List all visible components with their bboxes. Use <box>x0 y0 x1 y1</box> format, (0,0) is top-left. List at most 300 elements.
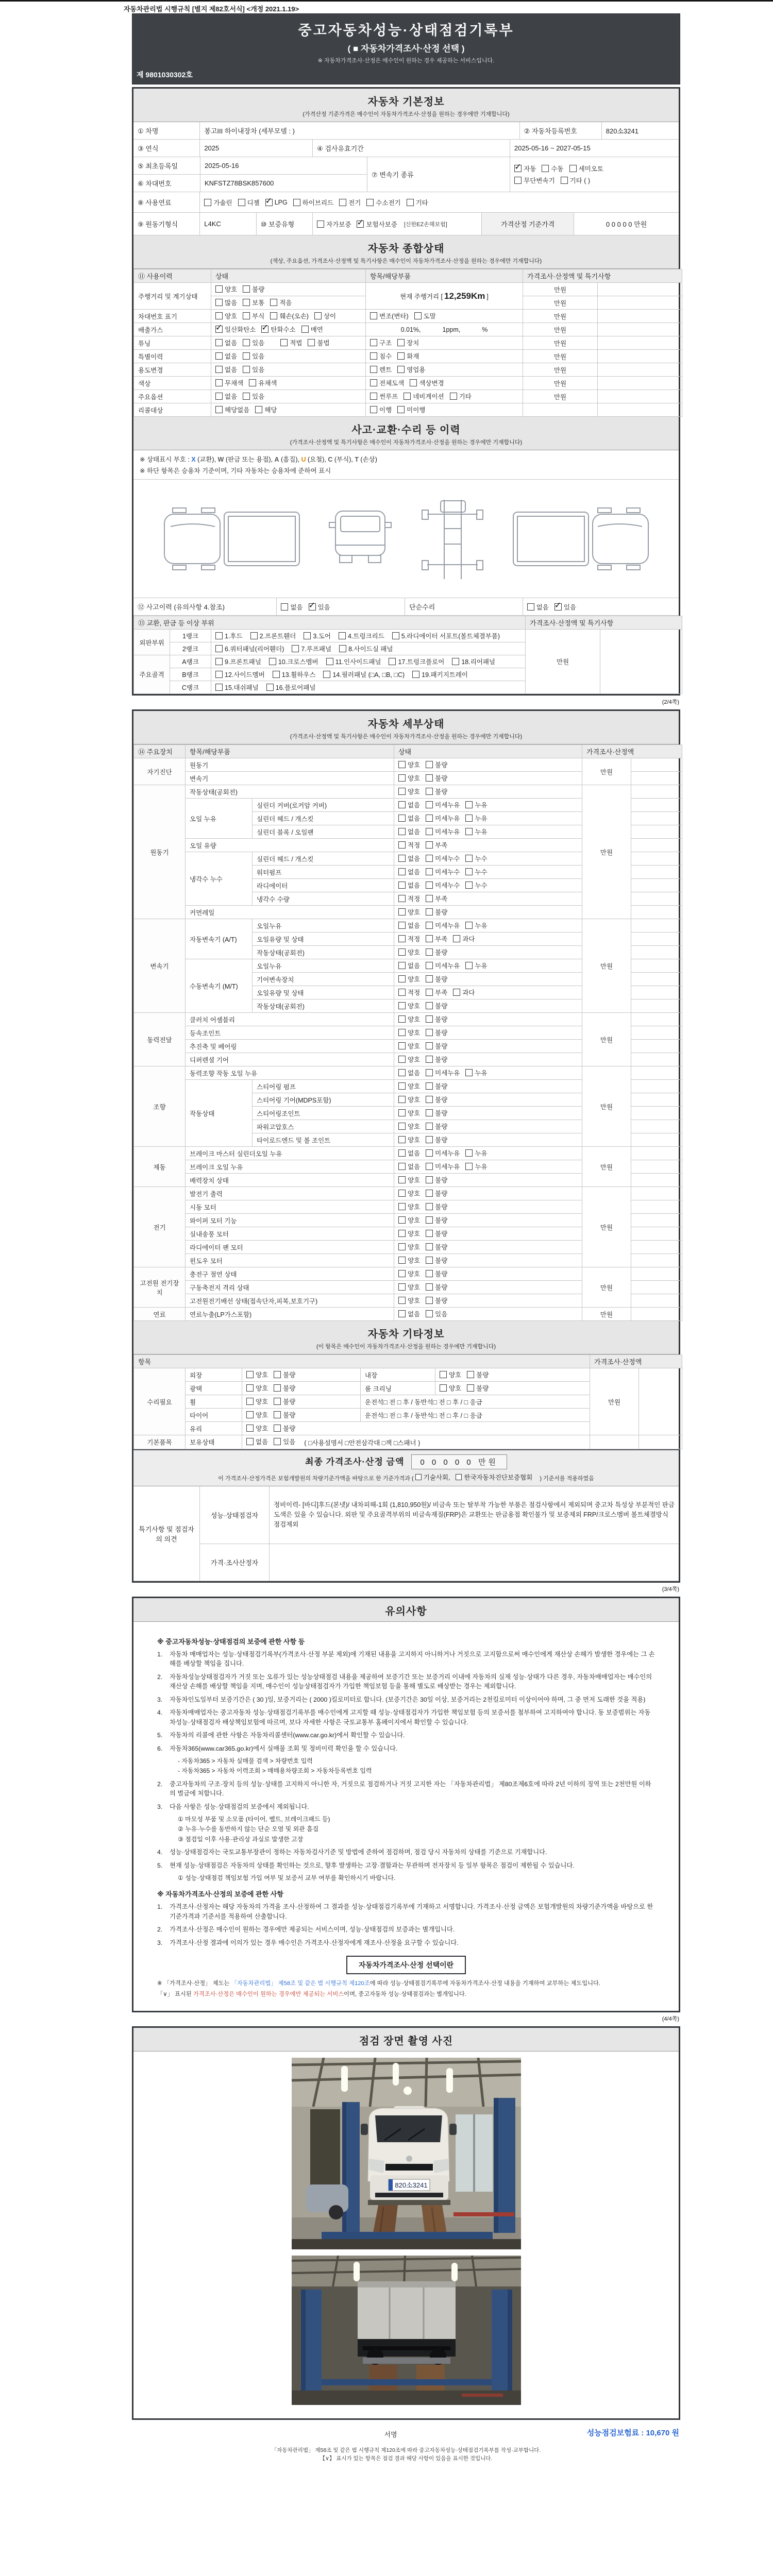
unchecked-checkbox-icon <box>398 935 406 942</box>
checkbox-option[interactable] <box>426 880 460 890</box>
checkbox-option[interactable] <box>514 164 536 173</box>
checkbox-option[interactable] <box>426 827 460 836</box>
checkbox-option[interactable] <box>426 1068 460 1077</box>
checkbox-option[interactable] <box>398 974 420 984</box>
checkbox-option[interactable] <box>426 1296 447 1305</box>
checkbox-label: 불법 <box>317 340 330 347</box>
unchecked-checkbox-icon <box>426 761 433 768</box>
final-price-label: 최종 가격조사·산정 금액 <box>305 1457 405 1467</box>
overall-state-table <box>133 269 679 417</box>
checkbox-option[interactable] <box>398 827 420 836</box>
checkbox-option[interactable] <box>238 198 260 207</box>
checkbox-option[interactable] <box>398 1014 420 1024</box>
checkbox-label: 있음 <box>317 603 330 611</box>
checkbox-option[interactable] <box>415 1472 450 1482</box>
inspection-fee <box>587 2427 679 2438</box>
checkbox-option[interactable] <box>370 405 392 414</box>
checkbox-option[interactable] <box>398 840 420 850</box>
checkbox-option[interactable] <box>426 773 447 783</box>
checkbox-label: 기타 <box>415 199 428 207</box>
checkbox-option[interactable] <box>397 338 419 347</box>
checkbox-option[interactable] <box>426 1108 447 1117</box>
group-label: 주요골격 <box>134 655 170 694</box>
checkbox-option[interactable] <box>440 1383 461 1393</box>
item-label: 실린더 커버(로커암 커버) <box>253 799 394 812</box>
checkbox-option[interactable] <box>426 921 460 930</box>
checkbox-option[interactable] <box>265 199 288 206</box>
checkbox-label: 자가보증 <box>326 221 351 228</box>
checkbox-label: 미세누유 <box>435 815 460 822</box>
unchecked-checkbox-icon <box>426 962 433 969</box>
checkbox-option[interactable] <box>426 840 447 850</box>
checkbox-option[interactable] <box>410 378 444 387</box>
checkbox-option[interactable] <box>426 1001 447 1010</box>
checkbox-option[interactable] <box>398 934 420 943</box>
notice-subitem: ② 누유·누수를 동반하지 않는 단순 오염 및 외관 흠집 <box>178 1825 319 1833</box>
checkbox-option[interactable] <box>407 198 428 207</box>
notice-item: 2. 중고자동차의 구조·장치 등의 성능·상태를 고지하지 아니한 자, 거짓으로 점검하거나 거짓 고지한 자는 「자동차관리법」 제80조제6호에 따라 2년 이하의 징역 또는 2천만원 이하의 벌금에 처합니다. <box>157 1780 651 1798</box>
unchecked-checkbox-icon <box>426 1029 433 1036</box>
checkbox-option[interactable] <box>426 800 460 809</box>
checkbox-option[interactable] <box>465 921 487 930</box>
checkbox-option[interactable] <box>426 1256 447 1265</box>
checkbox-option[interactable] <box>246 1383 268 1393</box>
checkbox-option[interactable] <box>215 365 237 374</box>
unchecked-checkbox-icon <box>465 815 473 822</box>
checkbox-option[interactable] <box>426 1202 447 1211</box>
checkbox-option[interactable] <box>309 602 330 612</box>
unchecked-checkbox-icon <box>215 339 223 346</box>
rank-label: 2랭크 <box>170 642 211 655</box>
checkbox-option[interactable] <box>270 311 309 320</box>
checkbox-label: 화재 <box>407 353 419 360</box>
checkbox-option[interactable] <box>453 934 475 943</box>
checkbox-option[interactable] <box>301 325 323 334</box>
page1-box <box>132 87 680 696</box>
checkbox-option[interactable] <box>243 338 264 347</box>
checkbox-option[interactable] <box>339 631 384 640</box>
item-label: 워터펌프 <box>253 866 394 879</box>
unchecked-checkbox-icon <box>243 393 250 400</box>
cell: ⑨ 원동기형식 <box>133 213 200 235</box>
checkbox-option[interactable] <box>404 392 444 401</box>
checkbox-option[interactable] <box>465 800 487 809</box>
checkbox-option[interactable] <box>561 176 590 185</box>
checkbox-option[interactable] <box>274 1383 295 1393</box>
checkbox-label: 있음 <box>563 603 577 611</box>
unchecked-checkbox-icon <box>398 1230 406 1237</box>
checkbox-option[interactable] <box>398 773 420 783</box>
checkbox-option[interactable] <box>246 1370 268 1379</box>
checkbox-label: 전체도색 <box>379 380 405 387</box>
checkbox-option[interactable] <box>326 657 381 666</box>
notice-item: 3. 다음 사항은 성능·상태점검의 보증에서 제외됩니다. <box>157 1803 309 1810</box>
checkbox-option[interactable] <box>398 1202 420 1211</box>
checkbox-option[interactable] <box>426 787 447 796</box>
checkbox-option[interactable] <box>426 974 447 984</box>
checkbox-option[interactable] <box>304 631 331 640</box>
cell <box>523 598 679 616</box>
checkbox-option[interactable] <box>398 1229 420 1238</box>
unchecked-checkbox-icon <box>270 299 277 306</box>
checkbox-label: 불량 <box>435 976 448 983</box>
price-survey-box-label: 자동차가격조사·산정 선택이란 <box>346 1956 466 1974</box>
checkbox-label: 없음 <box>256 1438 268 1446</box>
checkbox-option[interactable] <box>292 644 331 653</box>
checkbox-option[interactable] <box>426 867 460 876</box>
checkbox-option[interactable] <box>426 1175 447 1184</box>
checkbox-option[interactable] <box>426 988 447 997</box>
checkbox-option[interactable] <box>215 351 237 361</box>
checkbox-option[interactable] <box>398 1282 420 1292</box>
unchecked-checkbox-icon <box>398 774 406 782</box>
checkbox-option[interactable] <box>465 1068 487 1077</box>
checkbox-option[interactable] <box>389 657 444 666</box>
item-label: 휠 <box>186 1395 242 1409</box>
checkbox-label: 불량 <box>435 909 448 916</box>
unchecked-checkbox-icon <box>398 1096 406 1103</box>
checkbox-option[interactable] <box>281 602 303 612</box>
checkbox-option[interactable] <box>398 1175 420 1184</box>
checkbox-option[interactable] <box>397 351 419 361</box>
checkbox-option[interactable] <box>293 198 333 207</box>
checkbox-option[interactable] <box>452 657 495 666</box>
cell: 2025 <box>200 140 313 157</box>
checkbox-option[interactable] <box>426 1014 447 1024</box>
unchecked-checkbox-icon <box>250 632 258 639</box>
checkbox-option[interactable] <box>249 378 277 387</box>
checkbox-option[interactable] <box>465 880 487 890</box>
unchecked-checkbox-icon <box>398 855 406 862</box>
checkbox-option[interactable] <box>274 1397 295 1406</box>
checkbox-option[interactable] <box>426 907 447 917</box>
item-label: 기어변속장치 <box>253 973 394 986</box>
checkbox-option[interactable] <box>397 365 425 374</box>
checkbox-option[interactable] <box>366 198 400 207</box>
checkbox-option[interactable] <box>426 854 460 863</box>
unchecked-checkbox-icon <box>398 1136 406 1143</box>
checkbox-option[interactable] <box>215 631 243 640</box>
unchecked-checkbox-icon <box>243 312 250 319</box>
unchecked-checkbox-icon <box>266 684 274 691</box>
checkbox-option[interactable] <box>465 814 487 823</box>
checkbox-option[interactable] <box>215 670 265 679</box>
checkbox-option[interactable] <box>398 921 420 930</box>
notice-item: 4. 자동차매매업자는 중고자동차 성능·상태점검기록부를 매수인에게 고지할 때 성능·상태점검자가 가입한 책임보험 등의 보증서를 첨부하여 고지하여야 합니다. 동 보증범위는 자동차성능·상태점검자 배상책임보험에 따르며, 보다 자세한 사항은 국토교통부 홈페이지에서 확인할 수 있습니다. <box>157 1709 651 1726</box>
checkbox-option[interactable] <box>398 1055 420 1064</box>
notice-body <box>133 1622 679 2011</box>
checkbox-option[interactable] <box>392 631 500 640</box>
checkbox-option[interactable] <box>426 1269 447 1278</box>
unchecked-checkbox-icon <box>426 841 433 849</box>
checkbox-option[interactable] <box>398 854 420 863</box>
cell: 특기사항 및 점검자의 의견 <box>133 1486 200 1581</box>
checkbox-option[interactable] <box>398 907 420 917</box>
checkbox-option[interactable] <box>273 670 316 679</box>
checkbox-label: 일산화탄소 <box>225 326 256 333</box>
checkbox-option[interactable] <box>243 298 264 307</box>
checkbox-option[interactable] <box>215 311 237 320</box>
checkbox-option[interactable] <box>215 338 237 347</box>
unchecked-checkbox-icon <box>215 366 223 373</box>
checkbox-option[interactable] <box>465 827 487 836</box>
checkbox-option[interactable] <box>243 284 264 294</box>
checkbox-option[interactable] <box>465 1162 487 1171</box>
checkbox-label: 네비게이션 <box>413 393 444 400</box>
notice-item: 1. 자동차 매매업자는 성능·상태점검기록부(가격조사·산정 부분 제외)에 기재된 내용을 고지하지 아니하거나 거짓으로 고지함으로써 매수인에게 재산상 손해가 발생한 경우에는 그 손해를 배상할 책임을 집니다. <box>157 1651 655 1668</box>
checkbox-option[interactable] <box>398 1309 420 1318</box>
checkbox-option[interactable] <box>246 1423 268 1433</box>
checkbox-option[interactable] <box>274 1437 295 1446</box>
checkbox-option[interactable] <box>398 1122 420 1131</box>
checkbox-option[interactable] <box>398 867 420 876</box>
checkbox-option[interactable] <box>414 311 436 320</box>
checkbox-option[interactable] <box>398 1269 420 1278</box>
unchecked-checkbox-icon <box>274 1371 281 1378</box>
checkbox-option[interactable] <box>426 1148 460 1158</box>
checkbox-option[interactable] <box>426 1215 447 1225</box>
checkbox-option[interactable] <box>398 1041 420 1050</box>
checkbox-option[interactable] <box>255 405 277 414</box>
checkbox-label: 없음 <box>225 353 238 360</box>
checkbox-option[interactable] <box>398 1068 420 1077</box>
checkbox-option[interactable] <box>426 894 447 903</box>
checkbox-option[interactable] <box>308 338 329 347</box>
checkbox-option[interactable] <box>339 644 393 653</box>
checkbox-option[interactable] <box>280 338 302 347</box>
item-label: 실린더 헤드 / 개스킷 <box>253 852 394 866</box>
checkbox-option[interactable] <box>398 1296 420 1305</box>
checkbox-option[interactable] <box>426 961 460 970</box>
checkbox-option[interactable] <box>398 1108 420 1117</box>
checkbox-option[interactable] <box>456 1472 532 1482</box>
checkbox-option[interactable] <box>314 311 336 320</box>
checkbox-option[interactable] <box>440 1370 461 1379</box>
item-label: 작동상태(공회전) <box>253 999 394 1013</box>
checkbox-option[interactable] <box>426 1095 447 1104</box>
checkbox-option[interactable] <box>426 1135 447 1144</box>
unchecked-checkbox-icon <box>339 199 346 206</box>
checkbox-option[interactable] <box>450 392 472 401</box>
checkbox-option[interactable] <box>426 1041 447 1050</box>
checkbox-option[interactable] <box>398 787 420 796</box>
checkbox-option[interactable] <box>370 378 404 387</box>
unchecked-checkbox-icon <box>339 632 346 639</box>
unchecked-checkbox-icon <box>398 1109 406 1116</box>
unchecked-checkbox-icon <box>398 761 406 768</box>
checkbox-option[interactable] <box>426 1189 447 1198</box>
unchecked-checkbox-icon <box>527 603 534 611</box>
unchecked-checkbox-icon <box>398 948 406 956</box>
checkbox-option[interactable] <box>542 164 563 173</box>
checkbox-label: 유채색 <box>258 380 277 387</box>
checkbox-option[interactable] <box>426 1282 447 1292</box>
checkbox-option[interactable] <box>426 947 447 957</box>
checkbox-option[interactable] <box>398 1028 420 1037</box>
unchecked-checkbox-icon <box>426 855 433 862</box>
checkbox-label: 2.프론트휀더 <box>259 633 296 640</box>
checkbox-option[interactable] <box>398 988 420 997</box>
checkbox-option[interactable] <box>426 760 447 769</box>
row-label: 용도변경 <box>134 363 211 377</box>
checkbox-option[interactable] <box>426 1229 447 1238</box>
checkbox-option[interactable] <box>412 670 468 679</box>
checkbox-label: 10.크로스멤버 <box>278 658 318 666</box>
checkbox-option[interactable] <box>215 405 249 414</box>
checkbox-option[interactable] <box>426 1055 447 1064</box>
unchecked-checkbox-icon <box>370 352 377 360</box>
group-label: 수리필요 <box>134 1368 186 1435</box>
checkbox-option[interactable] <box>465 854 487 863</box>
checkbox-label: 불량 <box>435 1284 448 1291</box>
checkbox-label: 6.쿼터패널(리어휀더) <box>225 646 284 653</box>
checkbox-option[interactable] <box>370 351 392 361</box>
checkbox-option[interactable] <box>426 1309 447 1318</box>
checkbox-option[interactable] <box>215 683 259 692</box>
checkbox-option[interactable] <box>398 1001 420 1010</box>
item-label: 추진축 및 베어링 <box>186 1040 394 1053</box>
checkbox-option[interactable] <box>243 311 264 320</box>
unchecked-checkbox-icon <box>398 1082 406 1090</box>
checkbox-option[interactable] <box>465 961 487 970</box>
checkbox-option[interactable] <box>215 378 243 387</box>
checkbox-option[interactable] <box>317 219 351 229</box>
checkbox-option[interactable] <box>250 631 296 640</box>
legend-line: ※ 상태표시 부호 : X (교환), W (판금 또는 용접), A (흠집), U (요철), C (부식), T (손상) <box>140 456 377 463</box>
checkbox-option[interactable] <box>467 1370 489 1379</box>
checkbox-option[interactable] <box>370 311 409 320</box>
checkbox-label: 누수 <box>475 882 488 889</box>
unchecked-checkbox-icon <box>243 339 250 346</box>
checkbox-option[interactable] <box>398 961 420 970</box>
checkbox-option[interactable] <box>243 351 264 361</box>
checkbox-option[interactable] <box>398 880 420 890</box>
checkbox-label: 부족 <box>435 842 448 849</box>
checkbox-option[interactable] <box>274 1423 295 1433</box>
item-label: 오일유량 및 상태 <box>253 986 394 999</box>
unchecked-checkbox-icon <box>323 671 330 678</box>
checkbox-option[interactable] <box>215 325 256 334</box>
checkbox-option[interactable] <box>339 198 361 207</box>
checkbox-option[interactable] <box>357 219 397 229</box>
checkbox-option[interactable] <box>527 602 549 612</box>
checkbox-option[interactable] <box>514 176 554 185</box>
basic-section-header <box>133 89 679 122</box>
checkbox-option[interactable] <box>554 602 576 612</box>
checkbox-option[interactable] <box>398 800 420 809</box>
checkbox-option[interactable] <box>266 683 316 692</box>
checkbox-option[interactable] <box>243 365 264 374</box>
checkbox-option[interactable] <box>246 1437 268 1446</box>
checkbox-label: 양호 <box>449 1385 462 1392</box>
unchecked-checkbox-icon <box>426 1310 433 1317</box>
checkbox-option[interactable] <box>370 392 398 401</box>
checked-checkbox-icon <box>215 326 223 333</box>
checkbox-option[interactable] <box>426 1162 460 1171</box>
unchecked-checkbox-icon <box>215 352 223 360</box>
checkbox-label: 불량 <box>435 1003 448 1010</box>
checkbox-option[interactable] <box>398 894 420 903</box>
checkbox-option[interactable] <box>398 760 420 769</box>
checkbox-option[interactable] <box>426 1122 447 1131</box>
checkbox-option[interactable] <box>215 657 261 666</box>
checkbox-option[interactable] <box>246 1397 268 1406</box>
checkbox-option[interactable] <box>398 1215 420 1225</box>
checkbox-option[interactable] <box>398 1095 420 1104</box>
checkbox-option[interactable] <box>426 1081 447 1091</box>
checkbox-option[interactable] <box>398 814 420 823</box>
checkbox-label: 양호 <box>408 1110 421 1117</box>
checkbox-label: 불량 <box>435 775 448 782</box>
checkbox-option[interactable] <box>465 1148 487 1158</box>
checkbox-option[interactable] <box>398 1242 420 1251</box>
unchecked-checkbox-icon <box>270 312 277 319</box>
checkbox-option[interactable] <box>465 867 487 876</box>
rank-label: A랭크 <box>170 655 211 668</box>
final-price-row <box>133 1449 679 1486</box>
checkbox-option[interactable] <box>269 657 318 666</box>
checkbox-option[interactable] <box>274 1370 295 1379</box>
unchecked-checkbox-icon <box>398 868 406 875</box>
checkbox-label: 하이브리드 <box>302 199 334 207</box>
checkbox-option[interactable] <box>426 814 460 823</box>
checkbox-option[interactable] <box>397 405 425 414</box>
checkbox-option[interactable] <box>270 298 292 307</box>
checkbox-option[interactable] <box>370 365 392 374</box>
unchecked-checkbox-icon <box>465 801 473 808</box>
checkbox-option[interactable] <box>398 1148 420 1158</box>
checkbox-option[interactable] <box>243 392 264 401</box>
unchecked-checkbox-icon <box>450 393 457 400</box>
photo-front-view <box>292 2058 521 2249</box>
cell: ⑥ 차대번호 <box>133 175 200 192</box>
checkbox-option[interactable] <box>467 1383 489 1393</box>
checkbox-option[interactable] <box>204 198 232 207</box>
checkbox-option[interactable] <box>426 934 447 943</box>
checkbox-option[interactable] <box>453 988 475 997</box>
checkbox-option[interactable] <box>398 1189 420 1198</box>
checkbox-label: 렌트 <box>379 366 392 374</box>
checkbox-option[interactable] <box>215 644 284 653</box>
item-label: 스티어링조인트 <box>253 1107 394 1120</box>
unchecked-checkbox-icon <box>370 393 377 400</box>
checkbox-option[interactable] <box>398 1081 420 1091</box>
notice-heading: ※ 자동차가격조사·산정의 보증에 관한 사항 <box>157 1890 283 1899</box>
checkbox-option[interactable] <box>398 1135 420 1144</box>
checkbox-option[interactable] <box>261 325 295 334</box>
checkbox-option[interactable] <box>246 1410 268 1419</box>
legend-line2: ※ 하단 항목은 승용차 기준이며, 기타 자동차는 승용차에 준하여 표시 <box>133 465 679 480</box>
checkbox-label: 17.트렁크플로어 <box>398 658 445 666</box>
checkbox-option[interactable] <box>426 1028 447 1037</box>
page-marker-4: (4/4쪽) <box>662 2016 679 2023</box>
checkbox-option[interactable] <box>426 1242 447 1251</box>
checkbox-label: 없음 <box>225 340 238 347</box>
checkbox-option[interactable] <box>323 670 405 679</box>
checkbox-option[interactable] <box>569 164 603 173</box>
checkbox-option[interactable] <box>215 298 237 307</box>
checkbox-option[interactable] <box>370 338 392 347</box>
checkbox-option[interactable] <box>398 947 420 957</box>
checkbox-option[interactable] <box>215 392 237 401</box>
checkbox-option[interactable] <box>398 1162 420 1171</box>
checkbox-option[interactable] <box>274 1410 295 1419</box>
checkbox-option[interactable] <box>398 1256 420 1265</box>
checkbox-label: 가솔린 <box>213 199 232 207</box>
checkbox-label: 디젤 <box>247 199 260 207</box>
row-label: 색상 <box>134 377 211 390</box>
checkbox-option[interactable] <box>215 284 237 294</box>
